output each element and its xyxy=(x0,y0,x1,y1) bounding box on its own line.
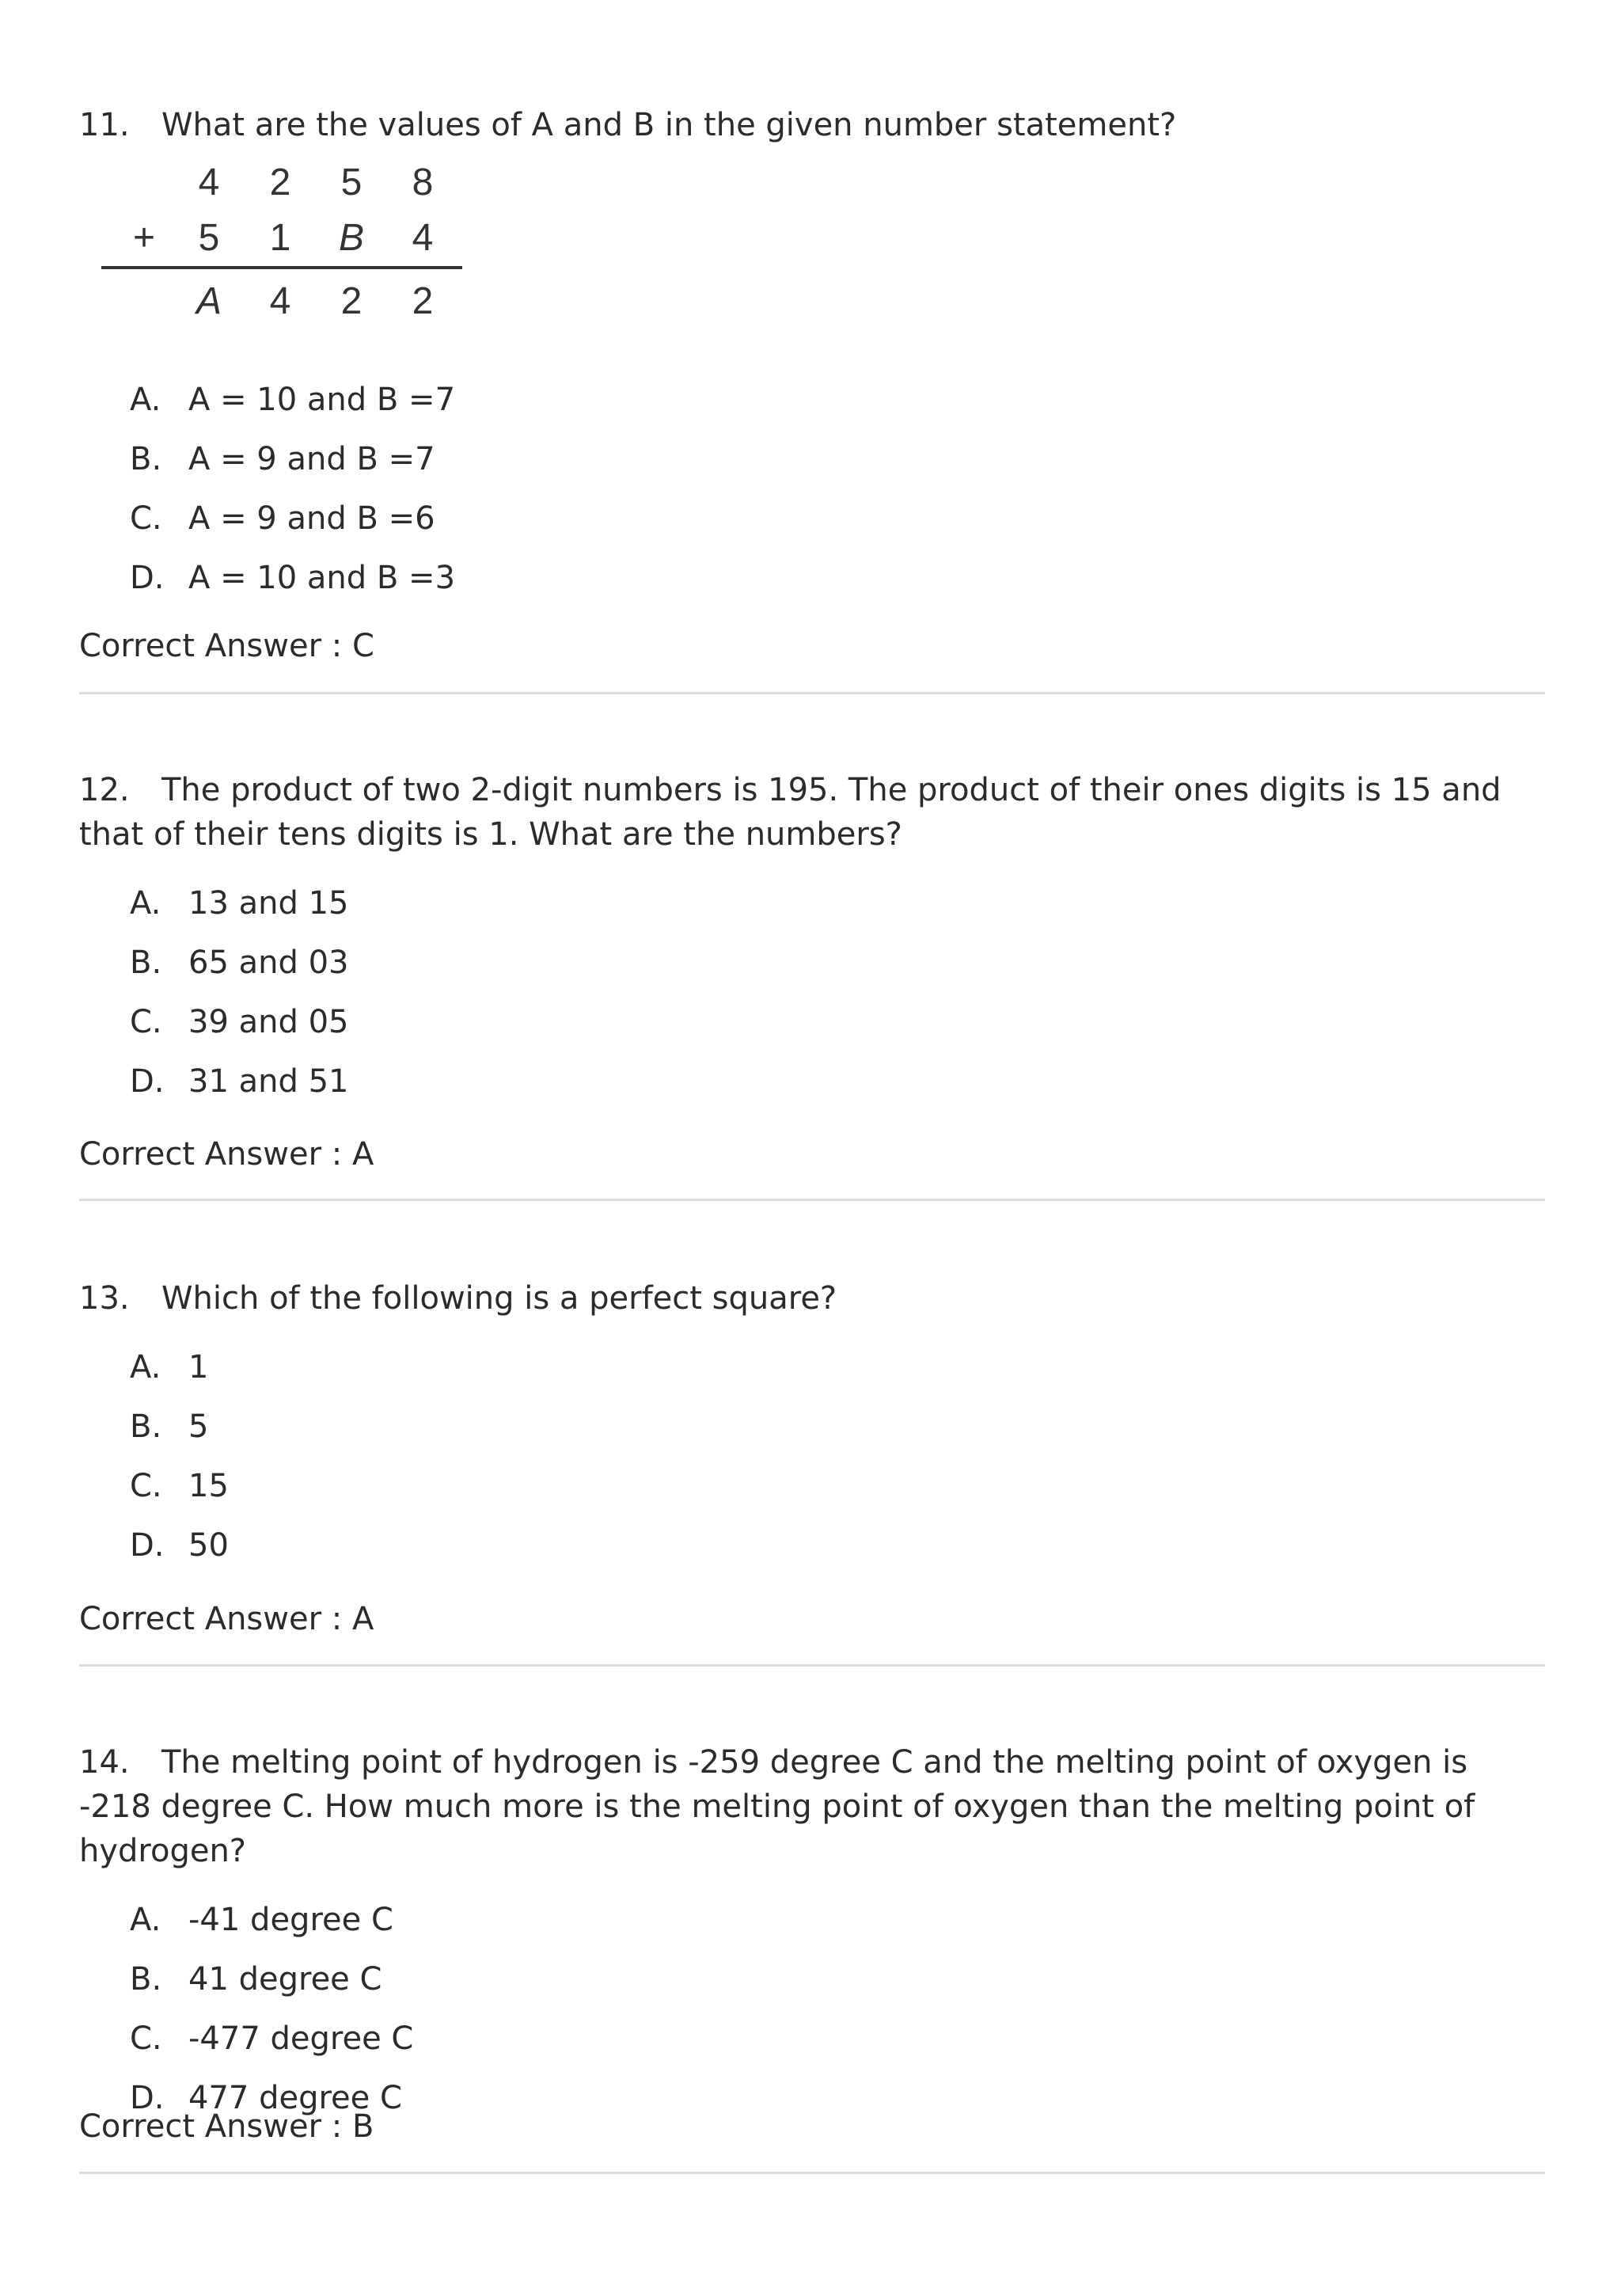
option-text: A = 10 and B =3 xyxy=(188,560,456,596)
divider xyxy=(79,692,1545,694)
option-letter: C. xyxy=(130,1004,162,1040)
options-list xyxy=(130,874,1594,1112)
digit: 8 xyxy=(412,162,434,203)
unknown-digit-a: A xyxy=(196,280,222,322)
digit: 4 xyxy=(198,162,220,203)
option-text: 15 xyxy=(188,1468,229,1504)
question-13 xyxy=(79,1276,1543,1637)
option-text: 5 xyxy=(188,1408,209,1445)
option-letter: B. xyxy=(130,441,162,477)
question-number: 14. xyxy=(79,1744,130,1781)
question-stem: Which of the following is a perfect square? xyxy=(161,1280,837,1317)
option-letter: C. xyxy=(130,500,162,537)
digit: 2 xyxy=(340,280,363,322)
column-addition-figure xyxy=(101,155,465,329)
option-letter: D. xyxy=(130,2080,165,2116)
option-d xyxy=(130,549,1594,608)
question-stem: What are the values of A and B in the given number statement? xyxy=(161,107,1177,143)
option-letter: A. xyxy=(130,382,161,418)
option-text: 13 and 15 xyxy=(188,885,349,922)
option-a xyxy=(130,1891,1594,1950)
option-b xyxy=(130,1397,1594,1457)
divider xyxy=(79,1199,1545,1201)
correct-answer: Correct Answer : C xyxy=(79,628,374,664)
correct-answer: Correct Answer : A xyxy=(79,1136,374,1173)
option-d xyxy=(130,1516,1594,1576)
options-list xyxy=(130,1891,1594,2128)
option-letter: A. xyxy=(130,1902,161,1938)
divider xyxy=(79,2172,1545,2174)
option-letter: D. xyxy=(130,560,165,596)
question-number: 12. xyxy=(79,772,130,808)
option-text: -41 degree C xyxy=(188,1902,393,1938)
question-text xyxy=(79,768,1543,857)
question-14 xyxy=(79,1740,1543,2145)
result-row xyxy=(101,274,465,329)
option-c xyxy=(130,2009,1594,2069)
addend-row-1 xyxy=(101,155,465,211)
question-stem: The melting point of hydrogen is -259 degree C and the melting point of oxygen is -218 degree C. How much more is the melting point of oxygen than the melting point of hydrogen? xyxy=(79,1744,1475,1869)
options-list xyxy=(130,1338,1594,1576)
option-letter: A. xyxy=(130,885,161,922)
option-text: A = 9 and B =6 xyxy=(188,500,435,537)
question-number: 11. xyxy=(79,107,130,143)
digit: 2 xyxy=(269,162,291,203)
digit: 2 xyxy=(412,280,434,322)
option-letter: B. xyxy=(130,1408,162,1445)
question-text xyxy=(79,1740,1543,1873)
option-text: 477 degree C xyxy=(188,2080,402,2116)
option-text: -477 degree C xyxy=(188,2020,414,2057)
digit: 1 xyxy=(269,217,291,259)
option-letter: C. xyxy=(130,1468,162,1504)
option-letter: C. xyxy=(130,2020,162,2057)
digit: 5 xyxy=(198,217,220,259)
question-text xyxy=(79,103,1543,147)
correct-answer: Correct Answer : B xyxy=(79,2108,374,2145)
option-text: 65 and 03 xyxy=(188,945,349,981)
option-text: 1 xyxy=(188,1349,209,1386)
option-a xyxy=(130,874,1594,933)
question-number: 13. xyxy=(79,1280,130,1317)
option-b xyxy=(130,1950,1594,2009)
correct-answer: Correct Answer : A xyxy=(79,1601,374,1637)
unknown-digit-b: B xyxy=(338,217,364,259)
option-text: A = 10 and B =7 xyxy=(188,382,456,418)
option-text: 39 and 05 xyxy=(188,1004,349,1040)
option-letter: B. xyxy=(130,1961,162,1998)
question-stem: The product of two 2-digit numbers is 195. The product of their ones digits is 15 and that of their tens digits is 1. What are the numbers? xyxy=(79,772,1501,853)
option-b xyxy=(130,430,1594,489)
options-list xyxy=(130,371,1594,608)
question-11-options-block xyxy=(79,371,1543,664)
option-letter: B. xyxy=(130,945,162,981)
option-a xyxy=(130,371,1594,430)
digit: 5 xyxy=(340,162,363,203)
option-letter: D. xyxy=(130,1063,165,1100)
digit: 4 xyxy=(269,280,291,322)
plus-sign: + xyxy=(132,217,156,259)
option-d xyxy=(130,1052,1594,1112)
question-text xyxy=(79,1276,1543,1321)
option-c xyxy=(130,1457,1594,1516)
option-c xyxy=(130,489,1594,549)
option-letter: A. xyxy=(130,1349,161,1386)
option-c xyxy=(130,993,1594,1052)
option-text: A = 9 and B =7 xyxy=(188,441,435,477)
sum-rule xyxy=(101,266,462,269)
option-letter: D. xyxy=(130,1527,165,1564)
option-text: 41 degree C xyxy=(188,1961,382,1998)
addend-row-2 xyxy=(101,211,465,266)
question-12 xyxy=(79,768,1543,1173)
option-text: 50 xyxy=(188,1527,229,1564)
option-a xyxy=(130,1338,1594,1397)
option-text: 31 and 51 xyxy=(188,1063,349,1100)
option-b xyxy=(130,933,1594,993)
question-11 xyxy=(79,103,1543,147)
digit: 4 xyxy=(412,217,434,259)
divider xyxy=(79,1664,1545,1667)
